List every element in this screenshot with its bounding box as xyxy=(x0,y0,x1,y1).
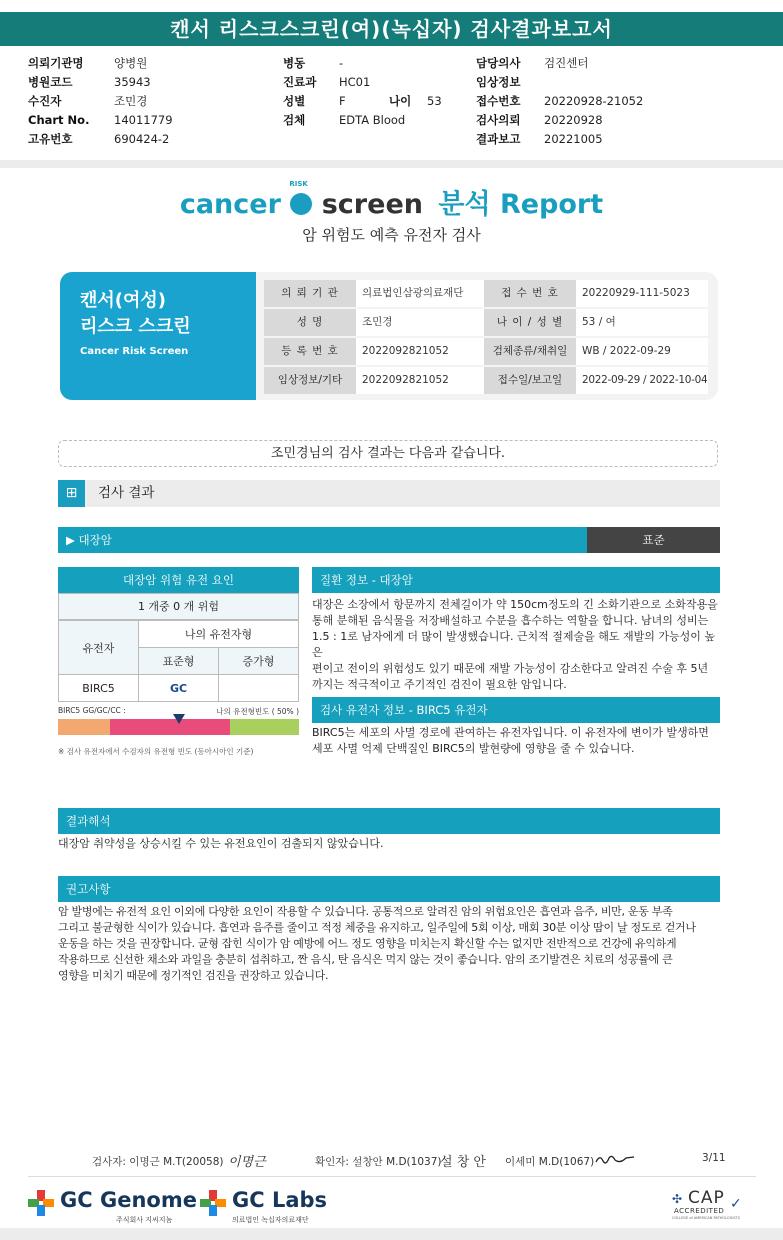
meta-label: 임상정보 xyxy=(476,75,521,89)
page-subtitle: 암 위험도 예측 유전자 검사 xyxy=(302,226,481,244)
brand-screen: screen xyxy=(321,189,423,220)
meta-label: 고유번호 xyxy=(28,132,73,146)
card-label: 검체종류/채취일 xyxy=(484,338,576,365)
page-number: 3/11 xyxy=(702,1152,726,1164)
meta-value: 양병원 xyxy=(114,56,148,70)
text-line: 작용하므로 신선한 채소와 과일을 충분히 섭취하고, 짠 음식, 탄 음식은 먹지 않는 것이 좋습니다. 암의 조기발견은 치료의 성공률에 큰 xyxy=(58,953,673,966)
brand-globe-icon xyxy=(289,180,312,215)
result-folder-icon: ⊞ xyxy=(58,480,85,507)
meta-value: - xyxy=(339,56,344,70)
card-label: 접 수 번 호 xyxy=(484,280,576,307)
meta-value: 조민경 xyxy=(114,94,148,108)
text-line: 1.5 : 1로 남자에게 더 많이 발생했습니다. 근치적 절제술을 해도 재발의 가능성이 높은 xyxy=(312,630,716,659)
meta-value: F xyxy=(339,94,346,108)
meta-label: 성별 xyxy=(283,94,306,108)
card-label: 성 명 xyxy=(264,309,356,336)
section-title: 검사 결과 xyxy=(98,485,155,501)
meta-value: HC01 xyxy=(339,75,371,89)
bottom-band xyxy=(0,1228,783,1240)
recommendation-text xyxy=(58,904,724,984)
standard-value: GC xyxy=(139,675,219,702)
increased-value xyxy=(219,675,299,702)
meta-value: 690424-2 xyxy=(114,132,170,146)
freq-left-label: BIRC5 GG/GC/CC : xyxy=(58,706,126,715)
card-value: 2022092821052 xyxy=(356,367,484,394)
result-cancer-label: ▶ 대장암 xyxy=(66,533,112,547)
report-title: 캔서 리스크스크린(여)(녹십자) 검사결과보고서 xyxy=(0,12,783,46)
card-label: 나 이 / 성 별 xyxy=(484,309,576,336)
card-value: 2022-09-29 / 2022-10-04 xyxy=(576,367,708,394)
meta-value: 20220928 xyxy=(544,113,603,127)
gene-name: BIRC5 xyxy=(59,675,139,702)
meta-label: 담당의사 xyxy=(476,56,521,70)
gc-cross-icon xyxy=(28,1190,54,1216)
text-line: 편이고 전이의 위험성도 있기 때문에 재발 가능성이 감소한다고 알려진 수술 후 5년 xyxy=(312,662,709,675)
card-value: 의료법인삼광의료재단 xyxy=(356,280,484,307)
text-line: 통해 분해된 음식물을 저장배설하고 수분을 흡수하는 역할을 합니다. 남녀의 성비는 xyxy=(312,614,709,627)
freq-right-label: 나의 유전형빈도 ( 50% ) xyxy=(216,707,299,716)
brand-risk: RISK xyxy=(289,180,308,188)
gene-info-text xyxy=(312,725,722,757)
disease-info-text xyxy=(312,597,722,693)
meta-value: 검진센터 xyxy=(544,56,589,70)
text-line: 그리고 불균형한 식이가 있습니다. 흡연과 음주를 줄이고 적정 체중을 유지하고, 일주일에 5회 이상, 매회 30분 이상 땀이 날 정도로 걷거나 xyxy=(58,921,696,934)
meta-label: 병동 xyxy=(283,56,306,70)
age-value: 53 xyxy=(427,94,442,108)
result-status: 표준 xyxy=(587,527,720,553)
meta-label: 의뢰기관명 xyxy=(28,56,84,70)
meta-label: 수진자 xyxy=(28,94,62,108)
interpretation-title: 결과해석 xyxy=(58,808,720,834)
gene-header: 유전자 xyxy=(59,621,139,675)
text-line: BIRC5는 세포의 사멸 경로에 관여하는 유전자입니다. 이 유전자에 변이가 발생하면 xyxy=(312,726,709,739)
gc-cross-icon xyxy=(200,1190,226,1216)
meta-label: 접수번호 xyxy=(476,94,521,108)
meta-value: 14011779 xyxy=(114,113,173,127)
info-card-title xyxy=(60,272,256,400)
brand-cancer: cancer xyxy=(179,189,281,220)
cap-name: CAP xyxy=(688,1188,725,1208)
meta-col1 xyxy=(28,54,173,149)
text-line: 까지는 적극적이고 주기적인 검진이 필요한 암입니다. xyxy=(312,678,567,691)
meta-col3 xyxy=(476,54,643,149)
footer-divider xyxy=(28,1176,756,1177)
card-title-line2: 리스크 스크린 xyxy=(80,316,191,337)
divider xyxy=(0,160,783,168)
meta-label: 검체 xyxy=(283,113,306,127)
card-value: 53 / 여 xyxy=(576,309,708,336)
freq-seg-gg xyxy=(58,719,110,735)
meta-value: 20221005 xyxy=(544,132,603,146)
cap-accredited: ACCREDITED xyxy=(674,1207,725,1215)
my-genotype-header: 나의 유전자형 xyxy=(139,621,299,648)
tester-signature: 이명근 xyxy=(228,1155,266,1170)
meta-label: 병원코드 xyxy=(28,75,73,89)
brand-logo xyxy=(0,182,783,221)
cap-check-icon: ✓ xyxy=(730,1196,742,1212)
card-value: 20220929-111-5023 xyxy=(576,280,708,307)
card-value: 조민경 xyxy=(356,309,484,336)
cap-college: COLLEGE of AMERICAN PATHOLOGISTS xyxy=(672,1216,740,1220)
meta-value: EDTA Blood xyxy=(339,113,406,127)
gc-genome-sub: 주식회사 지씨지놈 xyxy=(116,1216,173,1224)
interpretation-text: 대장암 취약성을 상승시킬 수 있는 유전요인이 검출되지 않았습니다. xyxy=(58,837,384,850)
card-title-line1: 캔서(여성) xyxy=(80,290,167,311)
brand-report: 분석 Report xyxy=(438,189,604,220)
gc-genome-name: GC Genome xyxy=(60,1188,197,1212)
card-label: 등 록 번 호 xyxy=(264,338,356,365)
card-label: 의 뢰 기 관 xyxy=(264,280,356,307)
text-line: 대장은 소장에서 항문까지 전체길이가 약 150cm정도의 긴 소화기관으로 소화작용을 xyxy=(312,598,718,611)
standard-header: 표준형 xyxy=(139,648,219,675)
disease-info-title: 질환 정보 - 대장암 xyxy=(312,567,720,593)
card-label: 접수일/보고일 xyxy=(484,367,576,394)
gene-box-title: 대장암 위험 유전 요인 xyxy=(58,567,299,593)
freq-note: ※ 검사 유전자에서 수검자의 유전형 빈도 (동아시아인 기준) xyxy=(58,747,254,756)
meta-value: 20220928-21052 xyxy=(544,94,644,108)
greeting: 조민경님의 검사 결과는 다음과 같습니다. xyxy=(58,440,718,467)
gene-box-summary: 1 개중 0 개 위험 xyxy=(58,593,299,620)
meta-label: 검사의뢰 xyxy=(476,113,521,127)
card-value: WB / 2022-09-29 xyxy=(576,338,708,365)
text-line: 영향을 미치기 때문에 정기적인 검진을 권장하고 있습니다. xyxy=(58,969,329,982)
meta-label: Chart No. xyxy=(28,113,90,127)
card-label: 임상정보/기타 xyxy=(264,367,356,394)
info-card-table xyxy=(264,280,708,394)
meta-label: 진료과 xyxy=(283,75,317,89)
card-title-en: Cancer Risk Screen xyxy=(80,346,189,357)
age-label: 나이 xyxy=(389,94,412,108)
text-line: 세포 사멸 억제 단백질인 BIRC5의 발현량에 영향을 줄 수 있습니다. xyxy=(312,742,635,755)
text-line: 운동을 하는 것을 권장합니다. 균형 잡힌 식이가 암 예방에 어느 정도 영향을 미치는지 확신할 수는 없지만 전반적으로 건강에 유익하게 xyxy=(58,937,677,950)
confirmer-signature: 설 창 안 xyxy=(440,1155,486,1170)
gc-labs-name: GC Labs xyxy=(232,1188,328,1212)
tester: 검사자: 이명근 M.T(20058) xyxy=(92,1156,224,1168)
meta-label: 결과보고 xyxy=(476,132,521,146)
recommendation-title: 권고사항 xyxy=(58,876,720,902)
gene-table xyxy=(58,620,299,702)
confirmer: 확인자: 설창안 M.D(1037) xyxy=(315,1156,442,1168)
gene-info-title: 검사 유전자 정보 - BIRC5 유전자 xyxy=(312,697,720,723)
gc-labs-sub: 의료법인 녹십자의료재단 xyxy=(232,1216,309,1224)
cap-star-icon: ✣ xyxy=(672,1192,683,1206)
freq-marker-icon xyxy=(173,714,185,724)
card-value: 2022092821052 xyxy=(356,338,484,365)
result-bar xyxy=(58,527,587,553)
freq-seg-gc xyxy=(110,719,230,735)
confirmer2: 이세미 M.D(1067) xyxy=(505,1156,595,1168)
freq-seg-cc xyxy=(230,719,299,735)
confirmer2-signature-icon xyxy=(594,1152,636,1166)
meta-value: 35943 xyxy=(114,75,151,89)
increased-header: 증가형 xyxy=(219,648,299,675)
section-header xyxy=(58,480,720,507)
meta-col2 xyxy=(283,54,442,130)
text-line: 암 발병에는 유전적 요인 이외에 다양한 요인이 작용할 수 있습니다. 공통적으로 알려진 암의 위험요인은 흡연과 음주, 비만, 운동 부족 xyxy=(58,905,673,918)
